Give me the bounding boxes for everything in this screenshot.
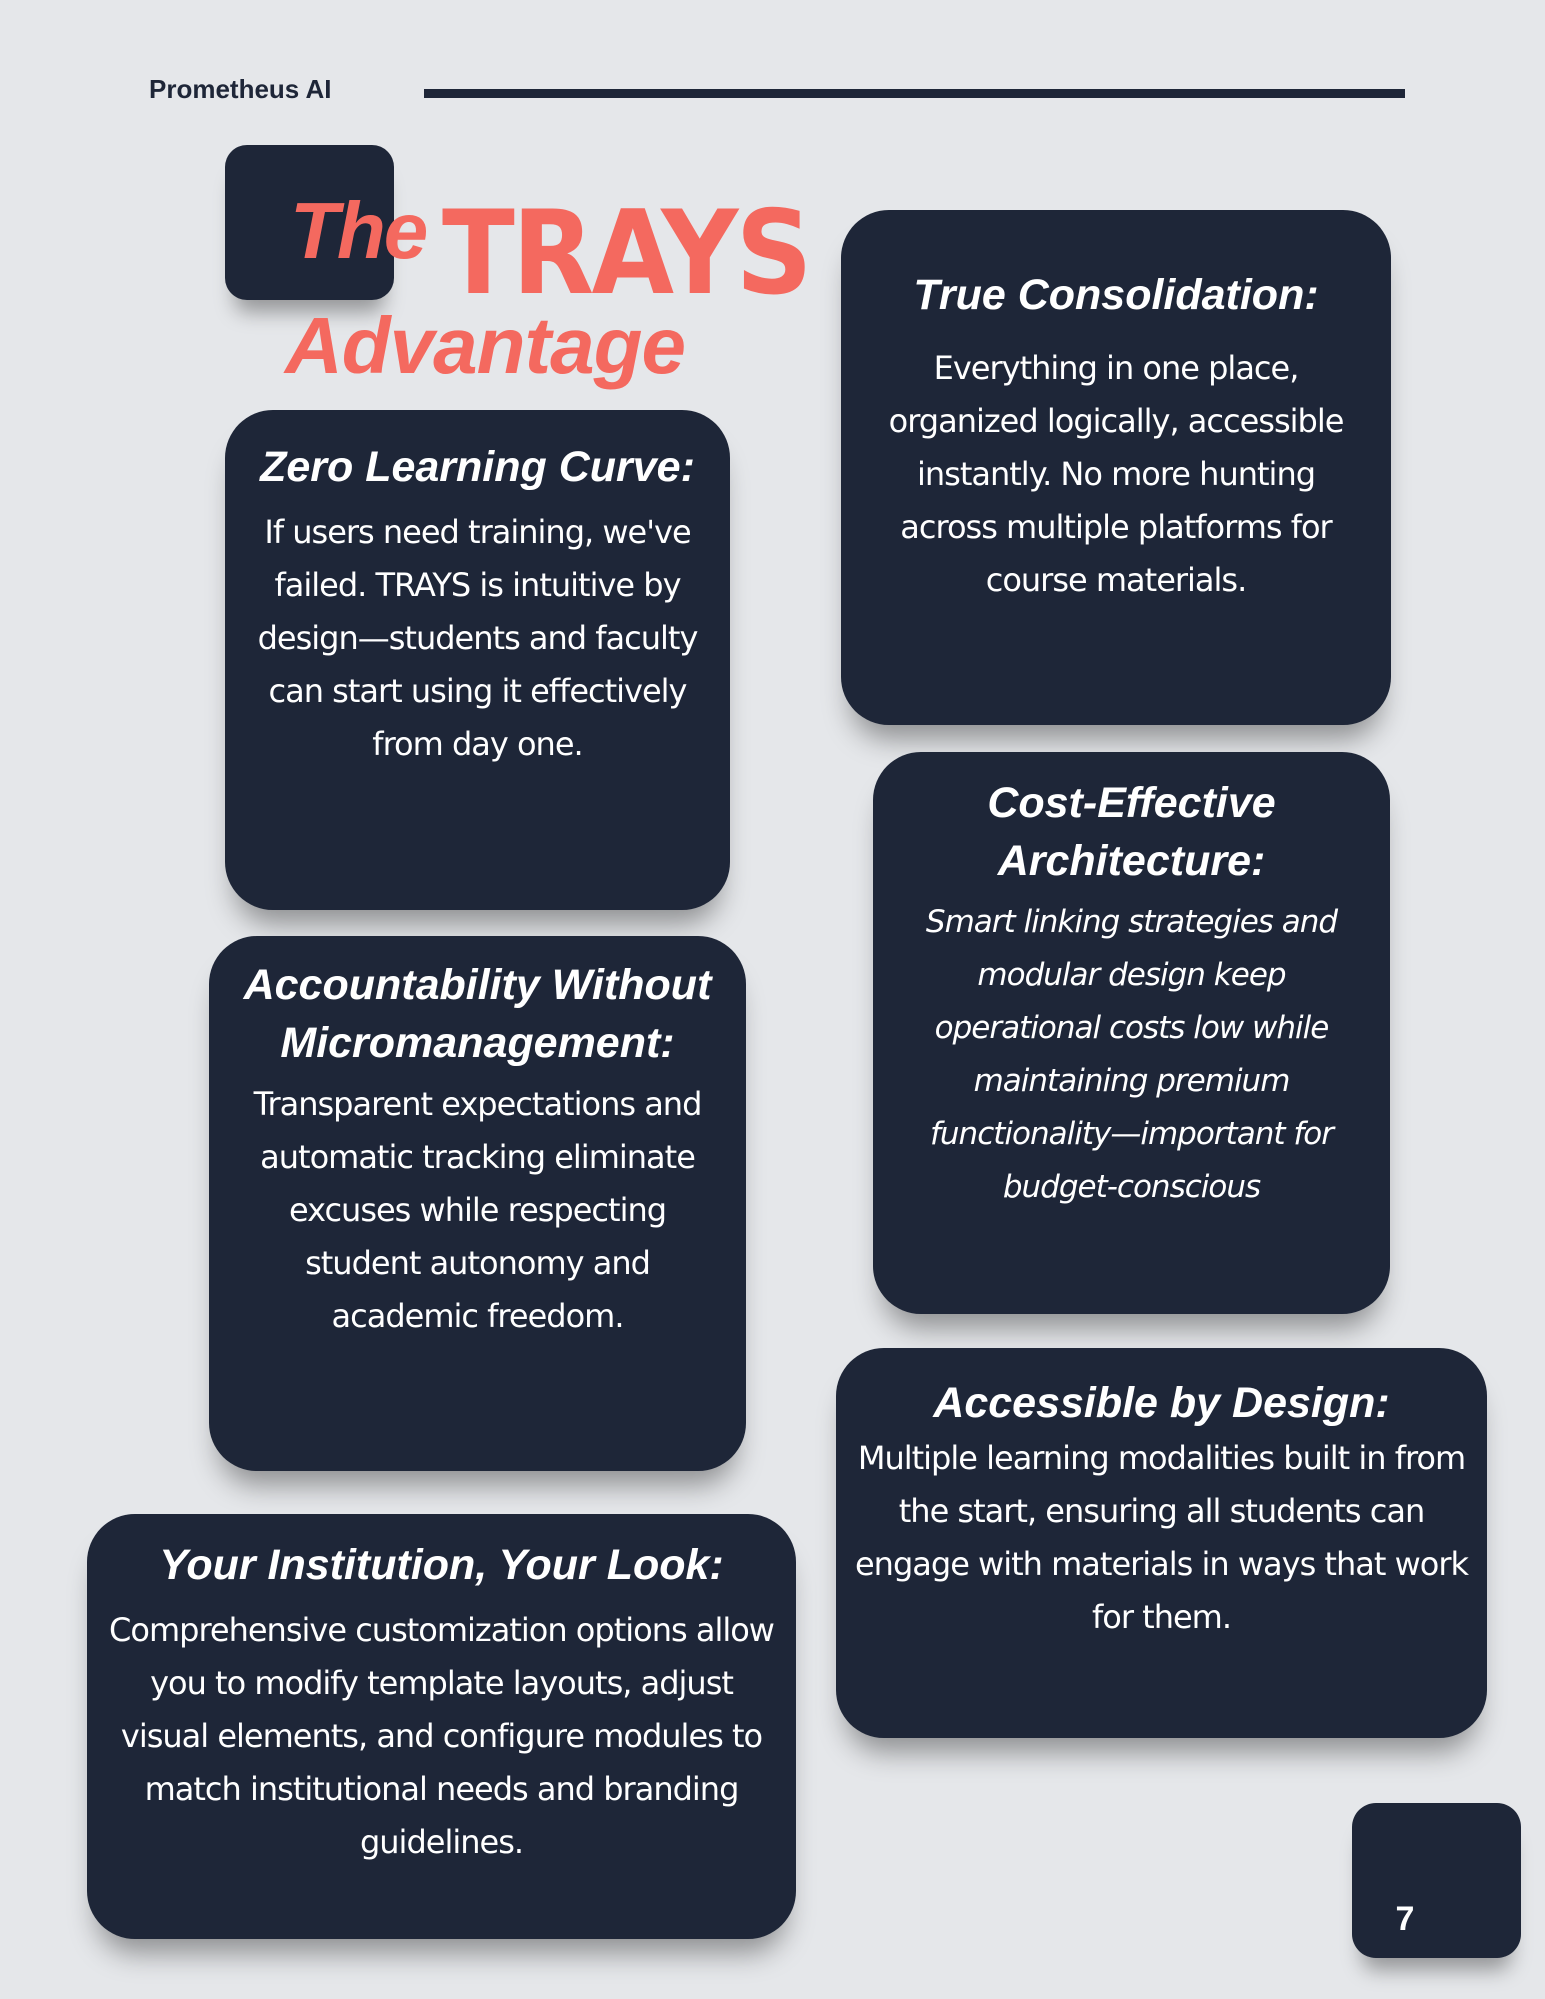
title-the: The [290, 186, 427, 275]
card-body: If users need training, we've failed. TRAYS is intuitive by design—students and faculty can start using it effectively from day one. [257, 513, 698, 763]
card-true-consolidation [841, 210, 1391, 725]
header-rule [424, 89, 1405, 98]
card-accessible-by-design [836, 1348, 1487, 1738]
card-institution-look [87, 1514, 796, 1939]
card-heading: Your Institution, Your Look: [159, 1541, 724, 1589]
card-body: Multiple learning modalities built in from the start, ensuring all students can engage with materials in ways that work for them. [854, 1439, 1469, 1636]
card-body: Comprehensive customization options allow you to modify template layouts, adjust visual elements, and configure modules to match institutional needs and branding guidelines. [109, 1611, 774, 1861]
card-heading: Cost-Effective Architecture: [987, 779, 1276, 885]
card-body: Transparent expectations and automatic tracking eliminate excuses while respecting student autonomy and academic freedom. [253, 1085, 702, 1335]
brand-name: Prometheus AI [149, 74, 332, 104]
page-number: 7 [1395, 1900, 1415, 1938]
card-body: Everything in one place, organized logically, accessible instantly. No more hunting across multiple platforms for course materials. [888, 349, 1344, 599]
card-heading: Accountability Without Micromanagement: [243, 961, 712, 1067]
page-number-box [1352, 1803, 1521, 1958]
card-heading: Accessible by Design: [933, 1379, 1390, 1427]
card-cost-effective-architecture [873, 752, 1390, 1314]
card-accountability [209, 936, 746, 1471]
title-trays: TRAYS [442, 186, 810, 321]
card-zero-learning-curve [225, 410, 730, 910]
card-body: Smart linking strategies and modular design keep operational costs low while maintaining premium functionality—important for budget-conscious [925, 904, 1338, 1205]
title-advantage: Advantage [285, 301, 685, 390]
card-heading: True Consolidation: [913, 271, 1319, 319]
card-heading: Zero Learning Curve: [260, 443, 695, 491]
